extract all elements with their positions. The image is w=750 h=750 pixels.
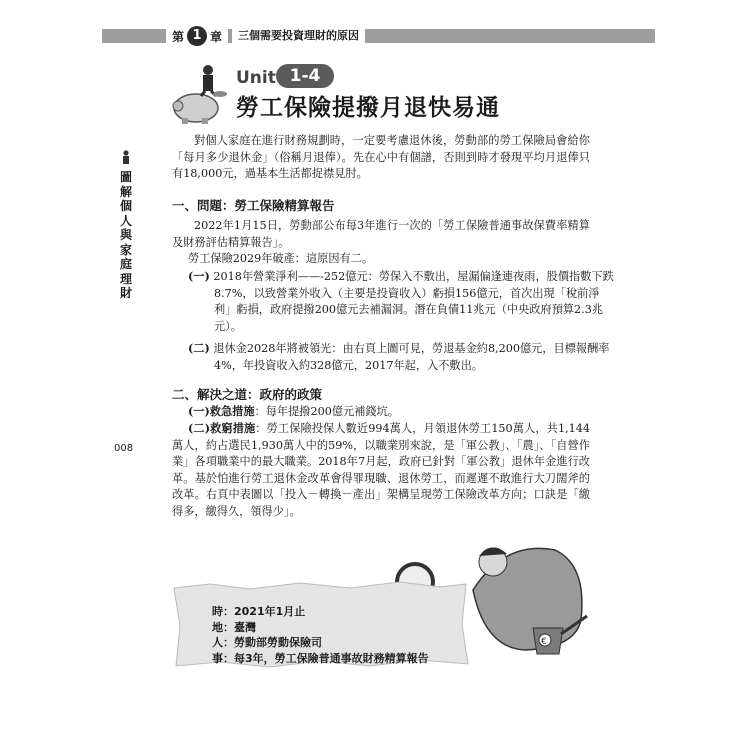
note-time-value: 2021年1月止 — [234, 605, 306, 618]
intro-paragraph: 對個人家庭在進行財務規劃時，一定要考慮退休後，勞動部的勞工保險局會給你「每月多少退休金」（俗稱月退俸）。先在心中有個譜，否則到時才發現平均月退俸只有18,000元，過基本生活都捉襟見肘。 — [172, 134, 590, 181]
chapter-title: 三個需要投資理財的原因 — [232, 29, 365, 43]
section2-item-2 — [172, 420, 590, 521]
section2-item-1 — [188, 403, 590, 421]
piggy-bank-businessman-illustration — [168, 64, 232, 126]
item-marker: (一) — [188, 269, 210, 283]
note-person — [212, 635, 429, 651]
item-text: 2018年營業淨利——-252億元：勞保入不敷出，屋漏偏逢連夜雨，股價指數下跌8.7%，以致營業外收入（主要是投資收入）虧損156億元，首次出現「稅前淨利」虧損，政府提撥200億元去補漏洞。潛在負債11兆元（中央政府預算2.3兆元）。 — [213, 270, 614, 333]
side-tab-char: 解 — [119, 184, 132, 199]
note-place-value: 臺灣 — [234, 620, 256, 634]
note-person-value: 勞動部勞動保險司 — [234, 636, 322, 649]
note-person-label: 人： — [212, 636, 234, 649]
item-marker: (二) — [188, 341, 210, 355]
section2-heading: 二、解決之道：政府的政策 — [172, 387, 323, 402]
note-event — [212, 651, 429, 667]
note-time-label: 時： — [212, 605, 234, 618]
section1-item-1 — [188, 268, 616, 335]
chapter-label — [166, 26, 228, 46]
item-label: 救窮措施 — [210, 421, 256, 435]
chapter-suffix: 章 — [210, 29, 223, 44]
item-text: ：每年提撥200億元補錢坑。 — [254, 405, 399, 418]
unit-title: 勞工保險提撥月退快易通 — [236, 95, 500, 121]
unit-number-badge: 1-4 — [276, 64, 334, 88]
side-tab-char: 財 — [119, 286, 132, 300]
chapter-prefix: 第 — [172, 29, 185, 44]
note-time — [212, 604, 429, 620]
side-tab-char: 庭 — [119, 257, 132, 271]
item-text: ：勞工保險投保人數近994萬人，月領退休勞工150萬人，共1,144萬人，約占選民1,930萬人中的59%，以職業別來說，是「軍公教」、「農」、「自營作業」各項職業中的最大職業。2018年7月起，政府已針對「軍公教」退休年金進行改革。基於怕進行勞工退休金改革會得罪現職、退休勞工，而遲遲不敢進行大刀闊斧的改革。右頁中表圖以「投入－轉換－產出」架構呈現勞工保險改革方向；口訣是「繳得多，繳得久，領得少」。 — [172, 422, 590, 518]
note-place — [212, 620, 429, 636]
svg-text:€: € — [541, 637, 547, 647]
note-event-label: 事： — [212, 651, 234, 665]
section1-lead: 勞工保險2029年破產：這原因有二。 — [188, 252, 374, 265]
unit-word: Unit — [236, 68, 276, 88]
section1-heading: 一、問題：勞工保險精算報告 — [172, 198, 335, 213]
note-content — [212, 604, 429, 666]
side-tab-char: 與 — [119, 228, 132, 242]
section1-item-2 — [188, 340, 616, 374]
side-tab-char: 家 — [119, 242, 132, 257]
item-text: 退休金2028年將被領光：由右頁上圖可見，勞退基金約8,200億元，目標報酬率4%，年投資收入約328億元，2017年起，入不敷出。 — [213, 342, 610, 372]
side-tab-char: 理 — [119, 271, 132, 286]
page-number: 008 — [114, 443, 134, 454]
side-tab-text — [117, 170, 135, 301]
side-tab — [117, 150, 135, 301]
item-marker: (一) — [188, 404, 210, 418]
side-tab-char: 個 — [119, 199, 132, 213]
chapter-number: 1 — [187, 26, 207, 46]
note-event-value: 每3年，勞工保險普通事故財務精算報告 — [234, 651, 429, 665]
person-icon — [120, 150, 132, 164]
side-tab-char: 圖 — [119, 170, 132, 184]
item-label: 救急措施 — [209, 404, 255, 418]
note-place-label: 地： — [212, 620, 234, 634]
item-marker: (二) — [188, 421, 210, 435]
section1-paragraph: 2022年1月15日，勞動部公布每3年進行一次的「勞工保險普通事故保費率精算及財務評估精算報告」。 — [172, 219, 590, 249]
side-tab-char: 人 — [119, 213, 132, 228]
